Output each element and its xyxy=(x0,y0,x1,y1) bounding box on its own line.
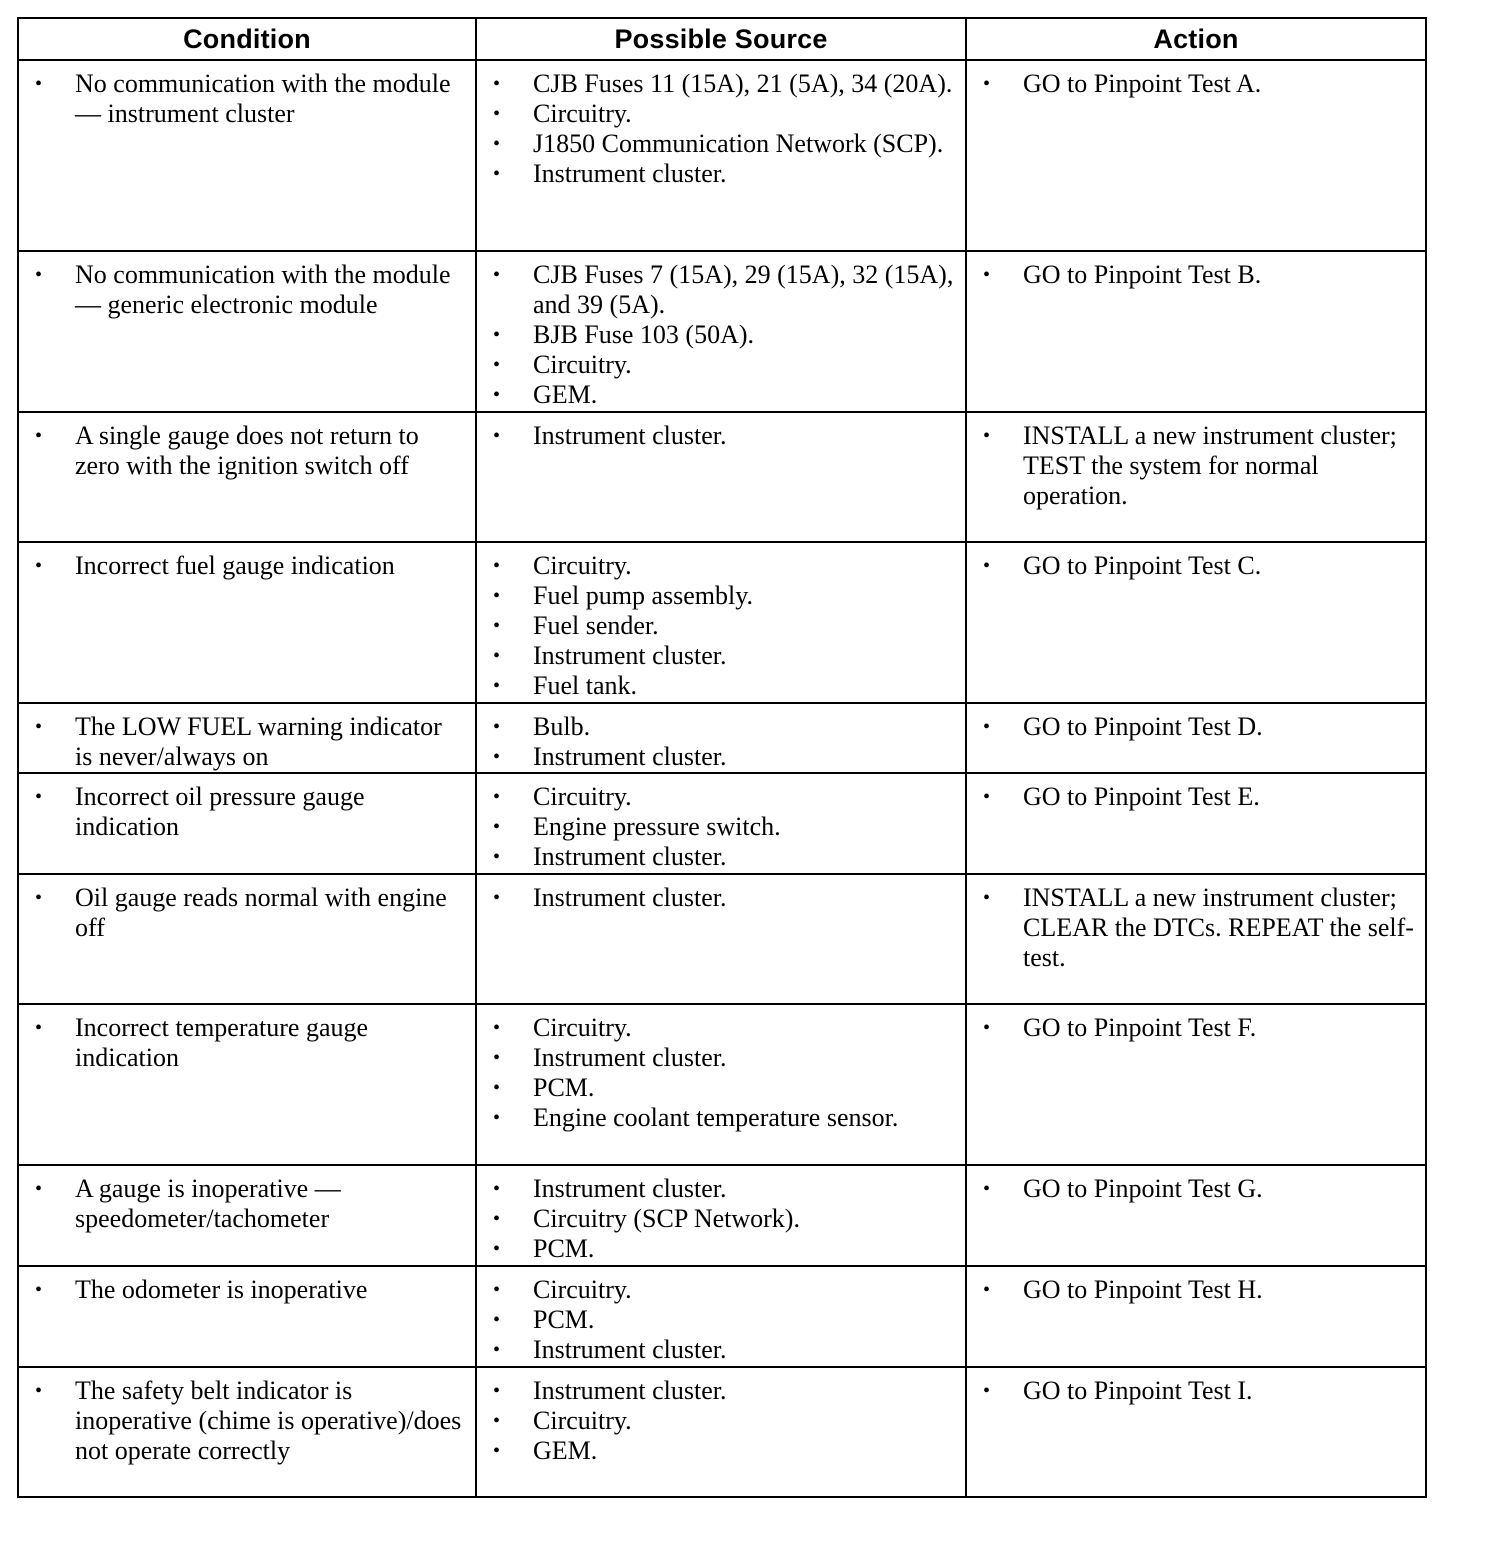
condition-cell xyxy=(18,874,476,1004)
possible-source-item: • J1850 Communication Network (SCP). xyxy=(477,129,955,159)
action-item: • GO to Pinpoint Test H. xyxy=(967,1275,1415,1305)
condition-item: • Incorrect fuel gauge indication xyxy=(19,551,465,581)
table-row xyxy=(18,542,1426,703)
possible-source-item: • Engine coolant temperature sensor. xyxy=(477,1103,955,1133)
bullet-list xyxy=(967,413,1425,511)
bullet-list xyxy=(477,543,965,701)
bullet-list xyxy=(477,1166,965,1264)
bullet-list xyxy=(967,1005,1425,1043)
action-item: • INSTALL a new instrument cluster; TEST the system for normal operation. xyxy=(967,421,1415,511)
condition-item: • Incorrect oil pressure gauge indication xyxy=(19,782,465,842)
table-row xyxy=(18,1367,1426,1497)
condition-cell xyxy=(18,1004,476,1165)
possible-source-item: • Instrument cluster. xyxy=(477,1043,955,1073)
condition-item: • No communication with the module — generic electronic module xyxy=(19,260,465,320)
bullet-list xyxy=(19,252,475,320)
possible-source-item: • PCM. xyxy=(477,1305,955,1335)
action-item: • GO to Pinpoint Test G. xyxy=(967,1174,1415,1204)
condition-item: • Incorrect temperature gauge indication xyxy=(19,1013,465,1073)
possible-source-item: • Engine pressure switch. xyxy=(477,812,955,842)
possible-source-item: • Fuel pump assembly. xyxy=(477,581,955,611)
bullet-list xyxy=(477,413,965,451)
condition-cell xyxy=(18,773,476,874)
bullet-list xyxy=(967,875,1425,973)
table-row xyxy=(18,1266,1426,1367)
action-item: • GO to Pinpoint Test F. xyxy=(967,1013,1415,1043)
possible-source-cell xyxy=(476,773,966,874)
possible-source-cell xyxy=(476,703,966,773)
bullet-list xyxy=(967,1166,1425,1204)
action-item: • GO to Pinpoint Test C. xyxy=(967,551,1415,581)
bullet-list xyxy=(19,704,475,772)
bullet-list xyxy=(19,1005,475,1073)
possible-source-item: • Circuitry. xyxy=(477,1275,955,1305)
bullet-list xyxy=(477,61,965,189)
possible-source-cell xyxy=(476,542,966,703)
bullet-list xyxy=(19,875,475,943)
condition-cell xyxy=(18,60,476,251)
bullet-list xyxy=(477,704,965,772)
table-row xyxy=(18,1165,1426,1266)
bullet-list xyxy=(967,704,1425,742)
table-row xyxy=(18,703,1426,773)
table-row xyxy=(18,1004,1426,1165)
possible-source-item: • Instrument cluster. xyxy=(477,159,955,189)
header-row xyxy=(18,18,1426,60)
possible-source-item: • Fuel sender. xyxy=(477,611,955,641)
action-cell xyxy=(966,542,1426,703)
action-item: • INSTALL a new instrument cluster; CLEAR the DTCs. REPEAT the self-test. xyxy=(967,883,1415,973)
condition-cell xyxy=(18,412,476,542)
bullet-list xyxy=(967,61,1425,99)
bullet-list xyxy=(967,774,1425,812)
condition-header: Condition xyxy=(18,18,476,60)
possible-source-item: • Circuitry (SCP Network). xyxy=(477,1204,955,1234)
symptom-chart-table xyxy=(17,17,1427,1498)
possible-source-item: • Instrument cluster. xyxy=(477,1376,955,1406)
possible-source-cell xyxy=(476,412,966,542)
condition-item: • A single gauge does not return to zero with the ignition switch off xyxy=(19,421,465,481)
condition-cell xyxy=(18,251,476,412)
action-cell xyxy=(966,1367,1426,1497)
bullet-list xyxy=(477,1005,965,1133)
bullet-list xyxy=(967,543,1425,581)
condition-cell xyxy=(18,1367,476,1497)
condition-item: • No communication with the module — instrument cluster xyxy=(19,69,465,129)
condition-item: • The LOW FUEL warning indicator is never/always on xyxy=(19,712,465,772)
action-cell xyxy=(966,412,1426,542)
possible-source-item: • Circuitry. xyxy=(477,782,955,812)
possible-source-item: • BJB Fuse 103 (50A). xyxy=(477,320,955,350)
possible-source-item: • Instrument cluster. xyxy=(477,421,955,451)
possible-source-item: • Circuitry. xyxy=(477,99,955,129)
possible-source-item: • Circuitry. xyxy=(477,1406,955,1436)
bullet-list xyxy=(477,875,965,913)
action-item: • GO to Pinpoint Test E. xyxy=(967,782,1415,812)
condition-item: • A gauge is inoperative — speedometer/tachometer xyxy=(19,1174,465,1234)
bullet-list xyxy=(967,1267,1425,1305)
bullet-list xyxy=(477,252,965,410)
possible-source-cell xyxy=(476,874,966,1004)
action-item: • GO to Pinpoint Test I. xyxy=(967,1376,1415,1406)
table-body xyxy=(18,60,1426,1497)
table-row xyxy=(18,773,1426,874)
bullet-list xyxy=(19,61,475,129)
possible-source-item: • Instrument cluster. xyxy=(477,742,955,772)
action-item: • GO to Pinpoint Test D. xyxy=(967,712,1415,742)
bullet-list xyxy=(967,1368,1425,1406)
bullet-list xyxy=(19,1166,475,1234)
table-row xyxy=(18,874,1426,1004)
table-row xyxy=(18,251,1426,412)
bullet-list xyxy=(967,252,1425,290)
bullet-list xyxy=(19,1368,475,1466)
table-row xyxy=(18,412,1426,542)
possible-source-cell xyxy=(476,251,966,412)
bullet-list xyxy=(477,1267,965,1365)
possible-source-item: • GEM. xyxy=(477,1436,955,1466)
bullet-list xyxy=(19,1267,475,1305)
possible-source-item: • PCM. xyxy=(477,1073,955,1103)
condition-cell xyxy=(18,1165,476,1266)
bullet-list xyxy=(477,1368,965,1466)
possible-source-cell xyxy=(476,1004,966,1165)
action-cell xyxy=(966,773,1426,874)
action-cell xyxy=(966,1004,1426,1165)
action-item: • GO to Pinpoint Test A. xyxy=(967,69,1415,99)
condition-item: • The odometer is inoperative xyxy=(19,1275,465,1305)
possible-source-item: • CJB Fuses 7 (15A), 29 (15A), 32 (15A), and 39 (5A). xyxy=(477,260,955,320)
possible-source-cell xyxy=(476,1165,966,1266)
action-cell xyxy=(966,251,1426,412)
possible-source-cell xyxy=(476,1367,966,1497)
possible-source-item: • CJB Fuses 11 (15A), 21 (5A), 34 (20A). xyxy=(477,69,955,99)
condition-cell xyxy=(18,542,476,703)
possible-source-item: • Instrument cluster. xyxy=(477,641,955,671)
table-row xyxy=(18,60,1426,251)
action-cell xyxy=(966,60,1426,251)
possible-source-item: • GEM. xyxy=(477,380,955,410)
possible-source-item: • Instrument cluster. xyxy=(477,1174,955,1204)
possible-source-header: Possible Source xyxy=(476,18,966,60)
possible-source-cell xyxy=(476,60,966,251)
possible-source-item: • Bulb. xyxy=(477,712,955,742)
possible-source-cell xyxy=(476,1266,966,1367)
action-cell xyxy=(966,1266,1426,1367)
bullet-list xyxy=(19,543,475,581)
action-cell xyxy=(966,703,1426,773)
condition-cell xyxy=(18,1266,476,1367)
action-cell xyxy=(966,874,1426,1004)
possible-source-item: • Fuel tank. xyxy=(477,671,955,701)
condition-cell xyxy=(18,703,476,773)
possible-source-item: • Circuitry. xyxy=(477,350,955,380)
bullet-list xyxy=(477,774,965,872)
possible-source-item: • Circuitry. xyxy=(477,1013,955,1043)
possible-source-item: • Instrument cluster. xyxy=(477,842,955,872)
condition-item: • The safety belt indicator is inoperative (chime is operative)/does not operate correctly xyxy=(19,1376,465,1466)
action-item: • GO to Pinpoint Test B. xyxy=(967,260,1415,290)
action-cell xyxy=(966,1165,1426,1266)
bullet-list xyxy=(19,774,475,842)
possible-source-item: • Instrument cluster. xyxy=(477,1335,955,1365)
possible-source-item: • Instrument cluster. xyxy=(477,883,955,913)
bullet-list xyxy=(19,413,475,481)
possible-source-item: • PCM. xyxy=(477,1234,955,1264)
possible-source-item: • Circuitry. xyxy=(477,551,955,581)
action-header: Action xyxy=(966,18,1426,60)
condition-item: • Oil gauge reads normal with engine off xyxy=(19,883,465,943)
